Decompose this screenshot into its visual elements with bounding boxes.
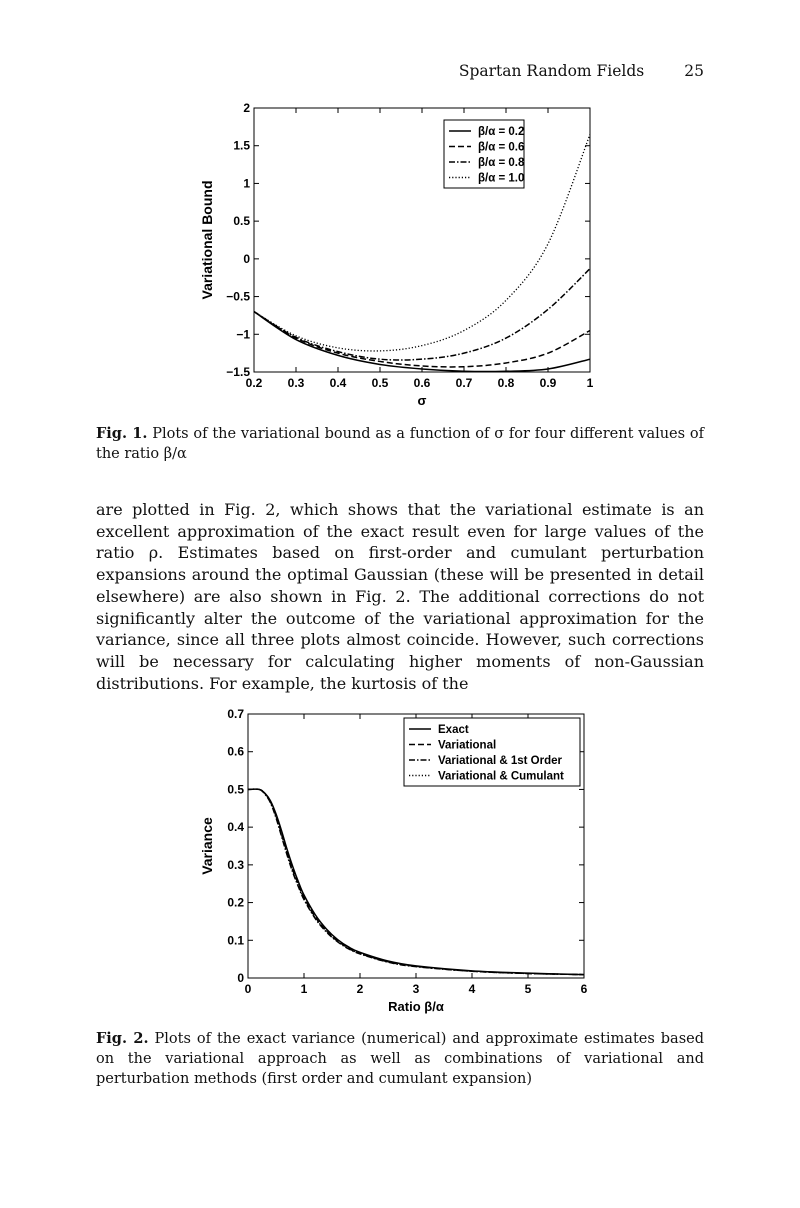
legend-label: β/α = 1.0: [478, 172, 525, 185]
series-group: [254, 134, 590, 371]
series-line: [254, 269, 590, 360]
x-tick-label: 0.2: [245, 376, 263, 390]
y-axis-label: Variance: [199, 817, 215, 875]
x-tick-label: 0.9: [539, 376, 557, 390]
x-tick-label: 0.5: [371, 376, 389, 390]
y-tick-label: 0.1: [227, 933, 244, 948]
x-tick-label: 0.8: [497, 376, 515, 390]
figure-2-caption-text: Plots of the exact variance (numerical) and approximate estimates based on the variational approach as well as combinations of variational and perturbation methods (first order and cumulant expansion): [96, 1031, 704, 1087]
legend-label: Variational: [438, 739, 497, 752]
y-axis-label: Variational Bound: [199, 180, 215, 300]
x-tick-label: 5: [524, 982, 532, 996]
running-head-title: Spartan Random Fields: [458, 62, 645, 80]
y-tick-label: 0.3: [227, 857, 244, 872]
figure-1-chart: [190, 96, 610, 416]
figure-2-caption: [96, 1029, 704, 1089]
page-number: 25: [684, 62, 704, 80]
x-tick-label: 2: [356, 982, 364, 996]
x-axis-label: Ratio β/α: [388, 999, 444, 1014]
y-tick-label: 1.5: [233, 138, 250, 153]
x-tick-label: 0: [244, 982, 252, 996]
plot-frame: [254, 108, 590, 372]
y-tick-label: 0.5: [227, 782, 244, 797]
x-axis-label: σ: [417, 393, 427, 408]
y-tick-label: 0.7: [227, 707, 244, 721]
y-tick-label: 2: [243, 101, 250, 115]
y-tick-label: −1.5: [226, 365, 250, 379]
series-line: [248, 789, 584, 974]
x-tick-label: 0.6: [413, 376, 431, 390]
running-head: [459, 62, 704, 80]
y-tick-label: 0.2: [227, 895, 244, 910]
legend-label: Exact: [438, 724, 469, 736]
series-line: [254, 134, 590, 351]
figure-2-chart: [190, 702, 610, 1022]
legend-label: Variational & Cumulant: [438, 770, 564, 783]
figure-2-caption-label: Fig. 2.: [96, 1030, 149, 1047]
legend: [444, 120, 525, 188]
y-tick-label: 0.4: [227, 820, 244, 835]
x-tick-label: 6: [580, 982, 588, 996]
x-tick-label: 1: [586, 376, 594, 390]
legend-label: β/α = 0.8: [478, 157, 525, 169]
figure-1-caption: [96, 424, 704, 464]
y-tick-label: 0: [243, 251, 250, 266]
y-tick-label: 0: [237, 971, 244, 985]
figure-1-caption-text: Plots of the variational bound as a function of σ for four different values of the ratio β/α: [96, 426, 704, 462]
x-tick-label: 4: [468, 982, 476, 996]
y-tick-label: 0.5: [233, 214, 250, 229]
x-tick-label: 0.7: [455, 376, 473, 390]
y-tick-label: 0.6: [227, 744, 244, 759]
x-tick-label: 3: [412, 982, 420, 996]
y-tick-label: 1: [243, 176, 250, 191]
y-tick-label: −0.5: [226, 289, 250, 304]
legend-label: β/α = 0.6: [478, 141, 525, 154]
body-paragraph: are plotted in Fig. 2, which shows that the variational estimate is an excellent approximation of the exact result even for large values of the ratio ρ. Estimates based on first-order and cumulant perturbation expansions around the optimal Gaussian (these will be presented in detail elsewhere) are also shown in Fig. 2. The additional corrections do not significantly alter the outcome of the variational approximation for the variance, since all three plots almost coincide. However, such corrections will be necessary for calculating higher moments of non-Gaussian distributions. For example, the kurtosis of the: [96, 500, 704, 693]
x-tick-label: 0.3: [287, 376, 305, 390]
x-tick-label: 0.4: [329, 376, 347, 390]
figure-1-caption-label: Fig. 1.: [96, 425, 148, 442]
legend: [404, 718, 580, 786]
series-group: [248, 789, 584, 975]
y-tick-label: −1: [236, 327, 250, 342]
legend-label: Variational & 1st Order: [438, 755, 562, 767]
x-tick-label: 1: [300, 982, 308, 996]
legend-label: β/α = 0.2: [478, 126, 525, 138]
